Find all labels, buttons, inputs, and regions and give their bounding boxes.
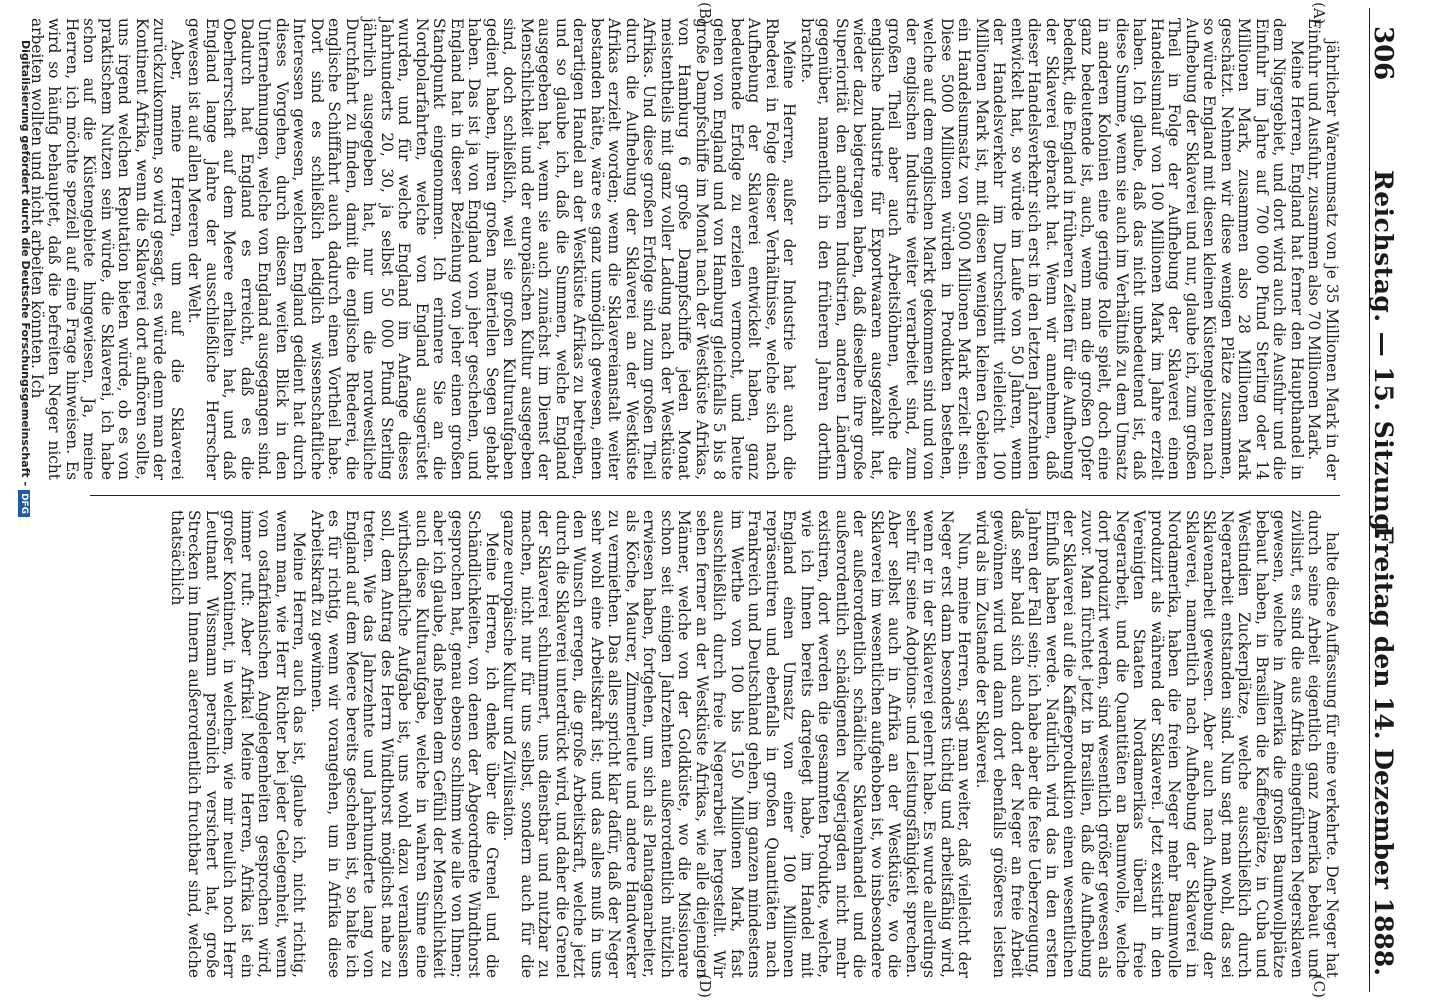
digitization-credit	[18, 40, 32, 517]
right-column	[90, 510, 1340, 978]
paragraph: Meine Herren, auch das ist, glaube ich, nicht richtig, wenn man, wie Herr Richter bei jeder Gelegenheit, wenn von ostafrikanischen Angelegenheiten gesprochen wird, immer ruft: Aber Afrika! Meine Herren, Afrika ist ein großer Kontinent, in welchem, wie mir neulich noch Herr Leutnant Wissmann persönlich versichert hat, große Strecken im Innern außerordentlich fruchtbar sind, welche thatsächlich	[168, 510, 309, 978]
running-title: Reichstag. — 15. Sitzung.	[1369, 170, 1398, 541]
paragraph: Nun, meine Herren, sagt man weiter, daß vielleicht der Neger erst dann besonders tüchtig und arbeitsfähig wird, wenn er in der Sklaverei gelernt habe. Es wurde allerdings sehr für seine Adoptions- und Leistungsfähigkeit sprechen. Aber selbst auch in Afrika an der Westküste, wo die Sklaverei im wesentlichen aufgehoben ist, wo insbesondere der außerordentlich schädliche Sklavenhandel und die außerordentlich schädigenden Negerjagden nicht mehr existiren, dort werden die gesammten Produkte, welche, wie ich Ihnen bereits dargelegt habe, im Handel mit England einen Umsatz von einer 100 Millionen repräsentiren und ebenfalls in großen Quantitäten nach Frankreich und Deutschland gehen, im ganzen mindestens im Werthe von 100 bis 150 Millionen Mark, fast ausschließlich durch freie Negerarbeit hergestellt. Wir sehen ferner an der Westküste Afrikas, wie alle diejenigen Männer, welche von der Goldküste, wo die Missionare schon seit einigen Jahrzehnten außerordentlich nützlich erwiesen haben, fortgehen, um sich als Plantagenarbeiter, als Köche, Maurer, Zimmerleute und andere Handwerker zu vermiethen. Das alles spricht klar dafür, daß der Neger sehr wohl eine Arbeitskraft ist; und das alles muß in uns den Wunsch erregen, die große Arbeitskraft, welche jetzt durch die Sklaverei unterdrückt wird, und daher die Grenel der Sklaverei schlummert, uns dienstbar und nutzbar zu machen, nicht nur für uns selbst, sondern auch für die ganze europäische Kultur und Zivilisation.	[500, 510, 974, 978]
header-rule	[1369, 8, 1370, 992]
margin-mark-d: (D)	[696, 974, 714, 998]
left-column	[28, 18, 1341, 480]
paragraph: jährlicher Warenumsatz von je 35 Millionen Mark in der Einfuhr und Ausfuhr, zusammen also 70 Millionen Mark.	[1305, 18, 1341, 480]
paragraph: Meine Herren, England hat ferner den Haupthandel in dem Nigergebiet, und dort wird auch die Ausfuhr und die Einfuhr im Jahre auf 700 000 Pfund Sterling oder 14 Millionen Mark, zusammen also 28 Millionen Mark geschätzt. Nehmen wir diese wenigen Plätze zusammen, so würde England mit diesen kleinen Küstengebieten nach Aufhebung der Sklaverei und nur, glaube ich, zum großen Theil in Folge der Aufhebung der Sklaverei einen Handelsumlauf von 100 Millionen Mark im Jahre erzielt haben. Ich glaube, daß das nicht unbedeutend ist, daß diese Summe, wenn sie auch im Verhältniß zu dem Umsatz in anderen Kolonien eine geringe Rolle spielt, doch eine ganz bedeutende ist, auch, wenn man die großen Opfer bedenkt, die England in früheren Zeiten für die Aufhebung der Sklaverei gebracht hat. Wenn wir annehmen, daß dieser Handelsverkehr sich erst in den letzten Jahrzehnten entwickelt hat, so würde im Laufe von 50 Jahren, wenn der Handelsverkehr im Durchschnitt vielleicht 100 Millionen Mark ist, mit diesen wenigen kleinen Gebieten ein Handelsumsatz von 5000 Millionen Mark erzielt sein. Diese 5000 Millionen würden in Produkten bestehen, welche auf dem englischen Markt gekommen sind und von der englischen Industrie weiter verarbeitet sind, zum großen Theil aber auch Arbeitslöhnen, welche die englische Industrie für Exportwaaren ausgezahlt hat, wieder dazu beigetragen haben, daß dieselbe ihre große Superiorität den anderen Industrien, anderen Ländern gegenüber, namentlich in den früheren Jahren dorthin brachte.	[798, 18, 1306, 480]
paragraph: Meine Herren, außer der Industrie hat auch die Rhederei in Folge dieser Verhältnisse, welche sich nach Aufhebung der Sklaverei entwickelt haben, ganz bedeutende Erfolge zu erzielen vermocht, und heute gehen von England und von Hamburg gleichfalls 5 bis 8 große Dampfschiffe im Monat nach der Westküste Afrikas, von Hamburg 6 große Dampfschiffe jeden Monat meistentheils mit ganz voller Ladung nach der Westküste Afrikas. Und diese großen Erfolge sind zum großen Theil durch die Aufhebung der Sklaverei an der Westküste Afrikas erzielt worden; wenn die Sklavereianstalt weiter bestanden hätte, wäre es ganz unmöglich gewesen, einen derartigen Handel an der Westküste Afrikas zu betreiben, und so glaube ich, daß die Summen, welche England ausgegeben hat, wenn sie auch zunächst im Dienst der Menschlichkeit und der europäischen Kultur ausgegeben sind, doch schließlich, weil sie großen Kulturaufgaben gedient haben, ihren großen materiellen Segen gehabt haben. Das ist ja von England von jeher geschehen, und England hat in dieser Beziehung von jeher einen großen Standpunkt eingenommen. Ich erinnere Sie an die Nordpolarfahrten, welche von England ausgerüstet wurden, und für welche England im Anfange dieses Jahrhunderts 20, 30, ja selbst 50 000 Pfund Sterling jährlich ausgegeben hat, nur um die nordwestliche Durchfahrt zu finden, damit die englische Rhederei, die englische Schifffahrt auch dadurch einen Vortheil habe. Dort sind es schließlich lediglich wissenschaftliche Interessen gewesen, welchen England gedient hat durch dieses Vorgehen, durch diesen weiten Blick in den Unternehmungen, welche von England ausgegangen sind. Dadurch hat England es erreicht, daß es die Oberherrschaft auf dem Meere erhalten hat, und daß England lange Jahre der ausschließliche Herrscher gewesen ist auf allen Meeren der Welt.	[185, 18, 799, 480]
column-divider	[90, 495, 1340, 496]
margin-mark-a: (A)	[1310, 2, 1328, 25]
paragraph: Aber, meine Herren, um auf die Sklaverei zurückzukommen, so wird gesagt, es würde denn man der Kontinent Afrika, wenn die Sklaverei dort aufhören sollte, uns irgend welchen Reputation bieten würde, ob es von praktischem Nutzen sein würde, die Sklaverei, ich habe schon auf die Küstengebiete hingewiesen, Ja, meine Herren, ich möchte speziell auf eine Frage hinweisen. Es wird so häufig behauptet, daß die befreiten Neger nicht arbeiten wollten und nicht arbeiten könnten. Ich	[28, 18, 186, 480]
page-header	[1350, 0, 1398, 1000]
page-number: 306	[1368, 26, 1398, 81]
paragraph: Meine Herren, ich denke über die Grenel und die Schändlichkeiten, von denen der Abgeordnete Windthorst gesprochen hat, genau ebenso schlimm wie alle von Ihnen; aber ich glaube, daß neben dem Gefühl der Menschlichkeit auch diese Kulturaufgabe, welche in wahren Sinne eine wirthschaftliche Aufgabe ist, uns wohl dazu veranlassen soll, dem Antrag des Herrn Windthorst möglichst nahe zu treten. Wie das Jahrzehnte und Jahrhunderte lang von England auf dem Meere bereits geschehen ist, so halte ich es für richtig, wenn wir vorangehen, um in Afrika diese Arbeitskraft zu gewinnen.	[308, 510, 501, 978]
paragraph: halte diese Auffassung für eine verkehrte. Der Neger hat durch seine Arbeit eigentlich ganz Amerika bebaut und zivilisirt, es sind die aus Afrika eingeführten Negersklaven gewesen, welche in Amerika die großen Baumwollplätze bebaut haben, in Brasilien die Kaffeeplätze, in Cuba und Westindien Zuckerplätze, welche ausschließlich durch Negerarbeit entstanden sind. Nun sagt man wohl, das sei Sklavenarbeit gewesen. Aber auch nach Aufhebung der Sklaverei, namentlich nach Aufhebung der Sklaverei in Nordamerika, haben die freien Neger mehr Baumwolle produzirt als während der Sklaverei. Jetzt existirt in den Vereinigten Staaten Nordamerikas überall freie Negerarbeit, und die Quantitäten an Baumwolle, welche dort produzirt werden, sind wesentlich größer gewesen als zuvor. Man fürchtet jetzt in Brasilien, daß die Aufhebung der Sklaverei auf die Kaffeeproduktion einen wesentlichen Einfluß haben werde. Natürlich wird das in den ersten Jahren der Fall sein; ich habe aber die feste Ueberzeugung, daß sehr bald sich auch dort der Neger an freie Arbeit gewöhnen wird und dann dort ebenfalls größeres leisten wird als im Zustande der Sklaverei.	[973, 510, 1341, 978]
credit-text: Digitalisierung gefördert durch die Deutsche Forschungsgemeinschaft -	[19, 40, 32, 487]
margin-mark-c: (C)	[1310, 974, 1328, 998]
dfg-logo: DFG	[18, 490, 30, 517]
session-date: Freitag den 14. Dezember 1888.	[1369, 526, 1398, 976]
margin-mark-b: (B)	[696, 2, 714, 25]
